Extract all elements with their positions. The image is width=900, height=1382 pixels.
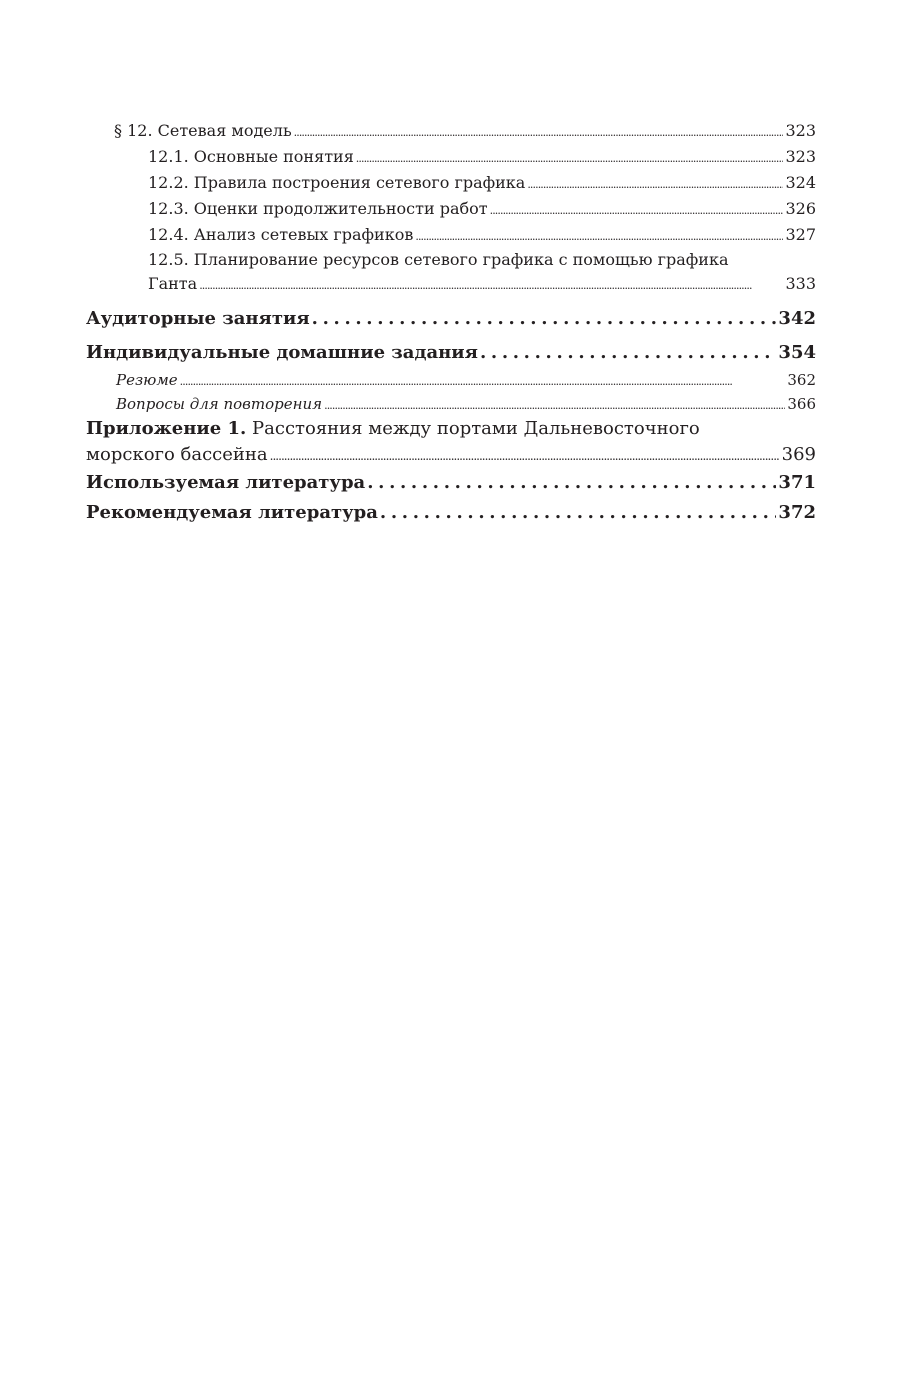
dot-leader xyxy=(199,272,783,298)
dot-leader xyxy=(380,498,777,528)
toc-entry-12-1[interactable] xyxy=(86,144,816,170)
dot-leader xyxy=(415,222,783,250)
toc-entry-12-2[interactable] xyxy=(86,170,816,196)
toc-entry-title: 12.3. Оценки продолжительности работ xyxy=(148,199,488,218)
dot-leader xyxy=(312,304,777,334)
toc-entry-12-5[interactable] xyxy=(86,248,816,296)
toc-entry-title-line2: Ганта xyxy=(148,274,198,293)
toc-entry-page: 323 xyxy=(785,147,816,166)
dot-leader xyxy=(294,118,784,146)
toc-entry-page: 369 xyxy=(781,444,816,465)
toc-entry-page: 326 xyxy=(785,199,816,218)
toc-entry-appendix-1[interactable] xyxy=(86,416,816,468)
toc-entry-summary[interactable] xyxy=(86,368,816,392)
toc-entry-title: Используемая литература xyxy=(86,472,366,493)
toc-entry-page: 333 xyxy=(785,274,816,293)
toc-entry-page: 342 xyxy=(778,308,816,329)
appendix-label: Приложение 1. xyxy=(86,418,247,439)
toc-entry-title: Рекомендуемая литература xyxy=(86,502,378,523)
dot-leader xyxy=(270,442,780,469)
toc-entry-title: Резюме xyxy=(116,371,178,389)
dot-leader xyxy=(527,170,783,198)
appendix-title-line2: морского бассейна xyxy=(86,444,268,465)
toc-entry-page: 366 xyxy=(787,395,816,413)
toc-entry-title: 12.1. Основные понятия xyxy=(148,147,354,166)
toc-entry-homework[interactable] xyxy=(86,338,816,368)
toc-entry-title: Аудиторные занятия xyxy=(86,308,310,329)
toc-entry-page: 327 xyxy=(785,225,816,244)
toc-entry-title: 12.4. Анализ сетевых графиков xyxy=(148,225,414,244)
toc-entry-title: Вопросы для повторения xyxy=(116,395,323,413)
toc-entry-section-12[interactable] xyxy=(86,118,816,144)
toc-entry-recommended-literature[interactable] xyxy=(86,498,816,528)
toc-entry-12-3[interactable] xyxy=(86,196,816,222)
table-of-contents xyxy=(86,118,816,528)
appendix-title-line1: Расстояния между портами Дальневосточного xyxy=(252,418,700,439)
toc-entry-used-literature[interactable] xyxy=(86,468,816,498)
toc-entry-title: § 12. Сетевая модель xyxy=(114,121,292,140)
dot-leader xyxy=(324,392,785,418)
toc-entry-page: 362 xyxy=(787,371,816,389)
dot-leader xyxy=(180,368,786,394)
dot-leader xyxy=(480,338,776,368)
toc-entry-title: Индивидуальные домашние задания xyxy=(86,342,478,363)
dot-leader xyxy=(367,468,776,498)
dot-leader xyxy=(490,196,784,224)
toc-entry-classes[interactable] xyxy=(86,304,816,334)
toc-entry-page: 324 xyxy=(785,173,816,192)
toc-entry-page: 323 xyxy=(785,121,816,140)
toc-entry-page: 372 xyxy=(778,502,816,523)
toc-entry-title-line1: 12.5. Планирование ресурсов сетевого графика с помощью графика xyxy=(148,250,729,269)
toc-entry-12-4[interactable] xyxy=(86,222,816,248)
toc-entry-title: 12.2. Правила построения сетевого графика xyxy=(148,173,526,192)
toc-entry-page: 354 xyxy=(778,342,816,363)
dot-leader xyxy=(356,144,784,172)
toc-entry-page: 371 xyxy=(778,472,816,493)
toc-entry-questions[interactable] xyxy=(86,392,816,416)
